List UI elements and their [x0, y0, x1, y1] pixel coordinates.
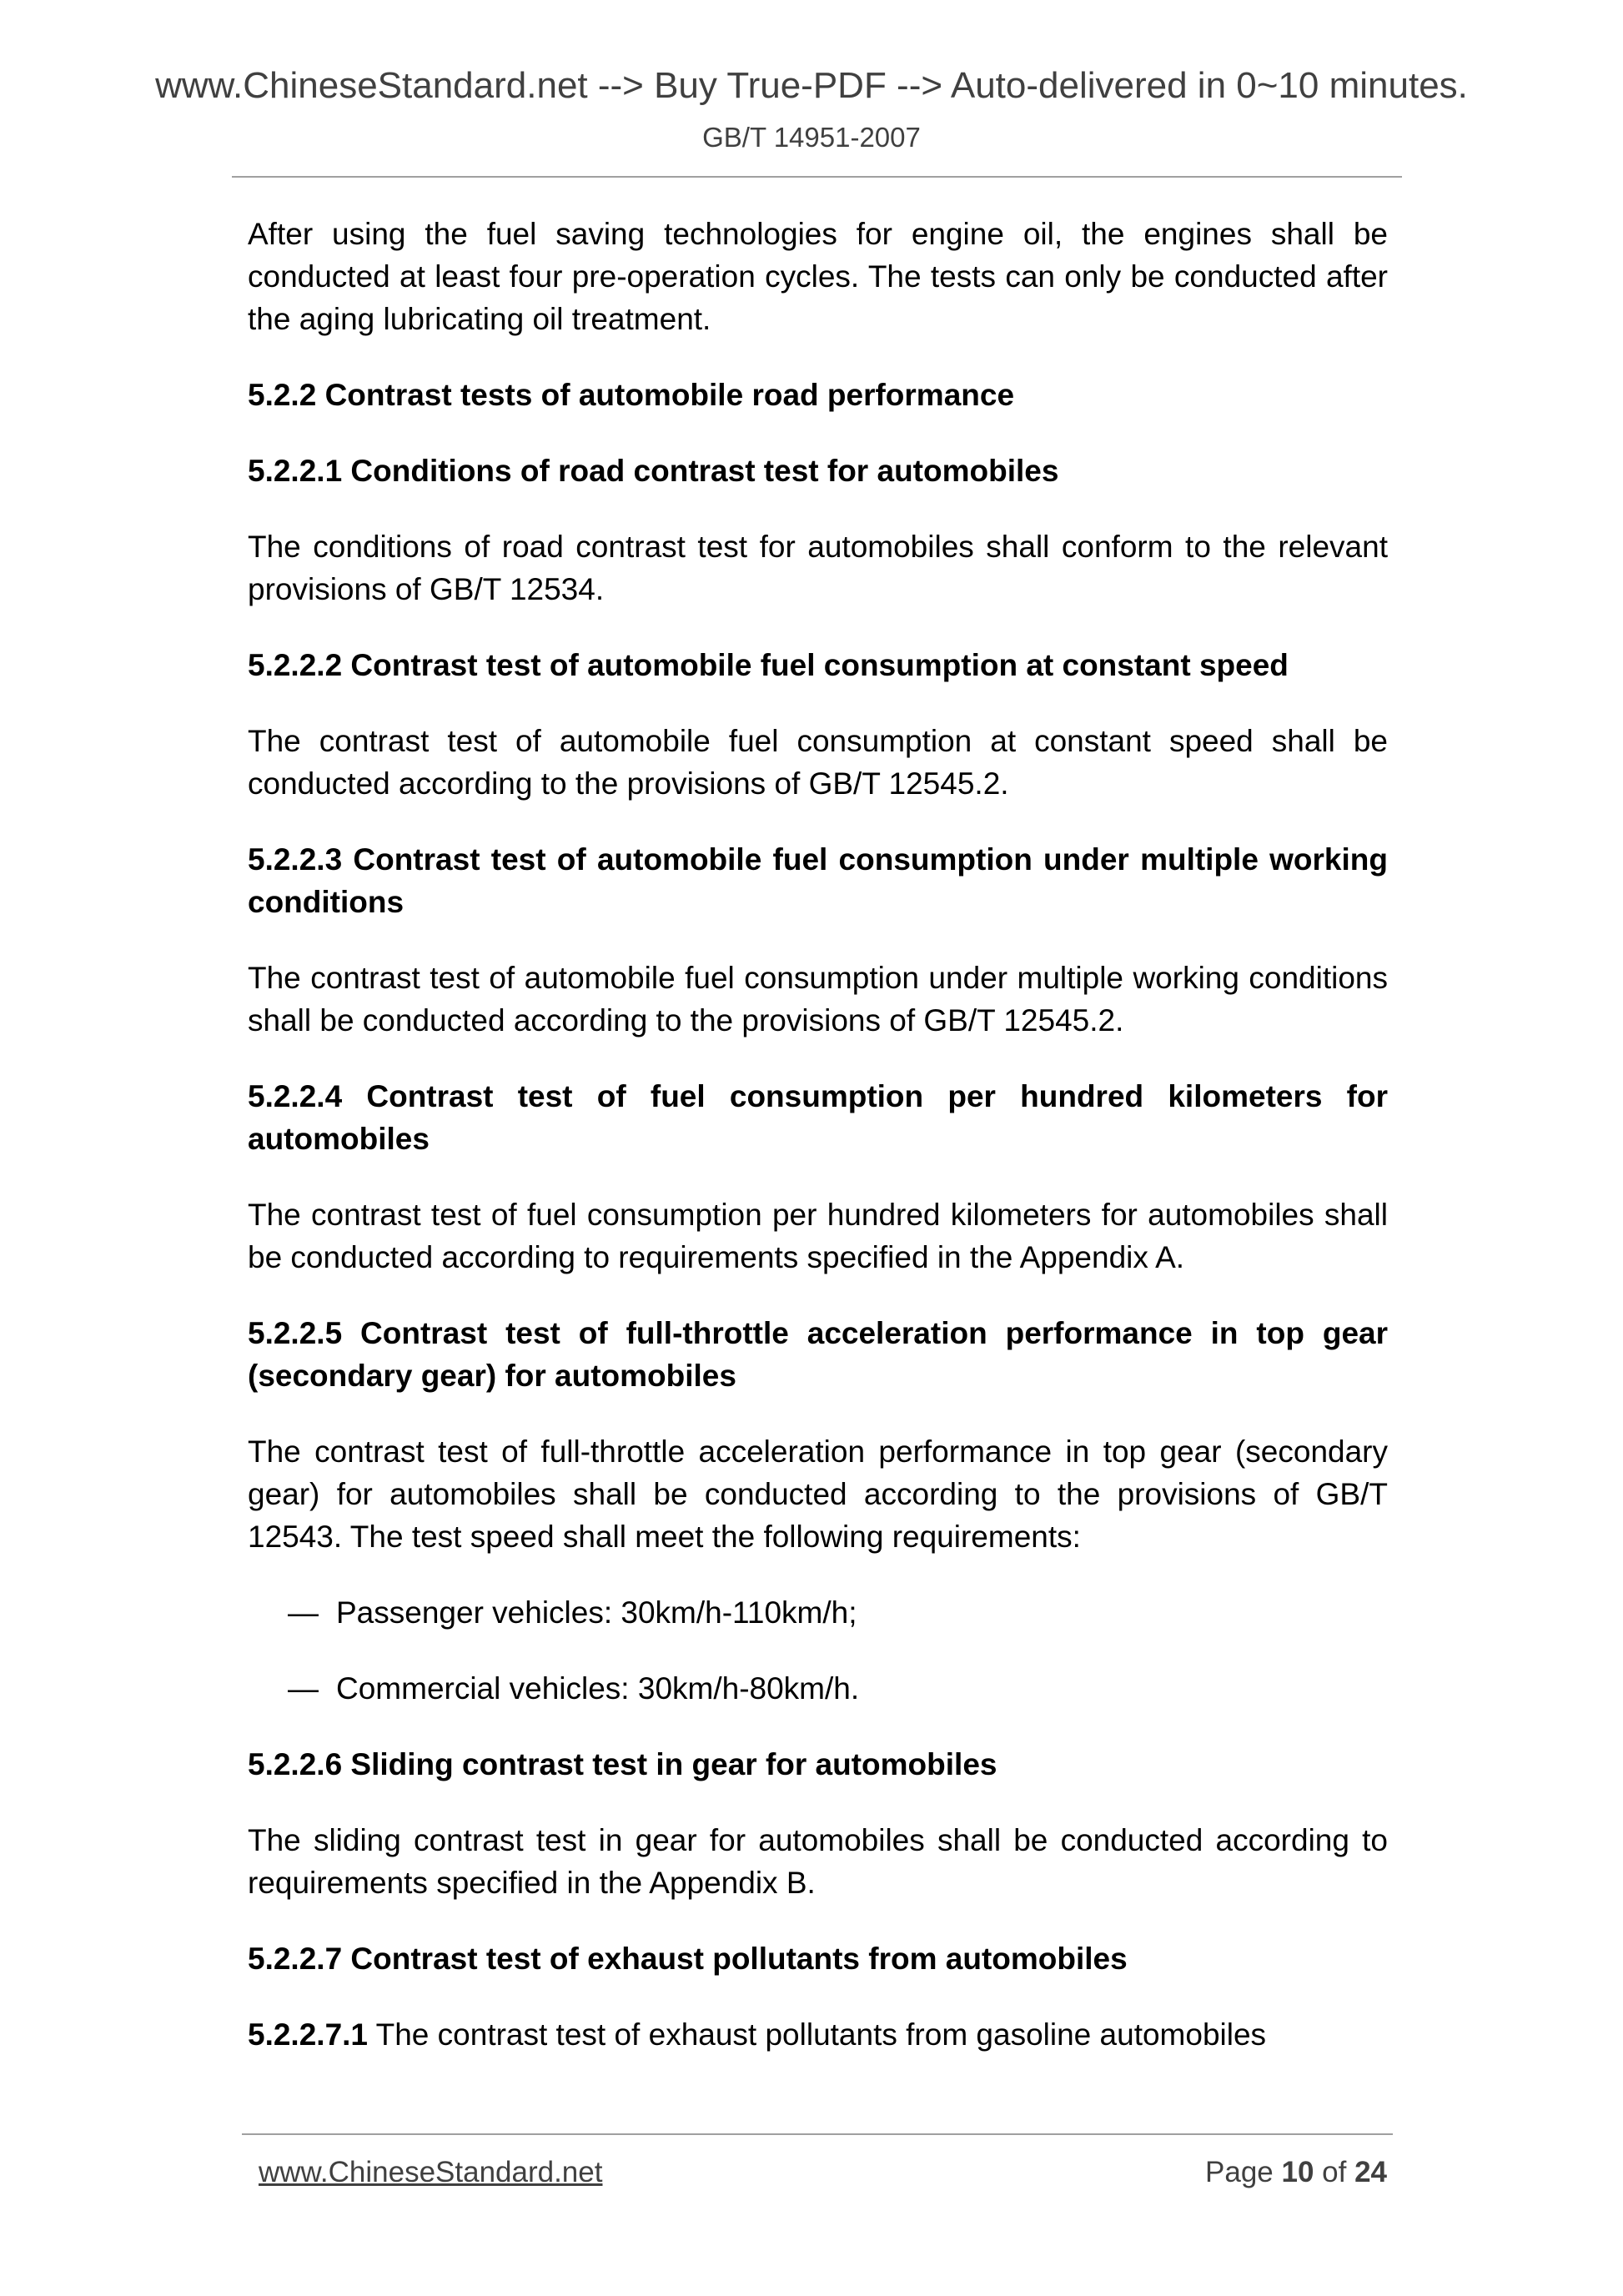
paragraph: The contrast test of automobile fuel consumption at constant speed shall be conducted according to the provisions of GB/T 12545.2. — [248, 724, 1388, 801]
section-heading: 5.2.2.5 Contrast test of full-throttle acceleration performance in top gear (secondary gear) for automobiles — [248, 1316, 1388, 1393]
paragraph: After using the fuel saving technologies for engine oil, the engines shall be conducted at least four pre-operation cycles. The tests can only be conducted after the aging lubricating oil treatment. — [248, 217, 1388, 336]
page-label: Page — [1205, 2156, 1282, 2188]
paragraph: The contrast test of full-throttle acceleration performance in top gear (secondary gear) for automobiles shall be conducted according to the provisions of GB/T 12543. The test speed shall meet the following requirements: — [248, 1434, 1388, 1554]
section-heading: 5.2.2.6 Sliding contrast test in gear for automobiles — [248, 1747, 997, 1781]
standard-number: GB/T 14951-2007 — [702, 122, 921, 153]
section-heading: 5.2.2.1 Conditions of road contrast test for automobiles — [248, 454, 1059, 488]
current-page: 10 — [1281, 2156, 1314, 2188]
footer-website-link[interactable]: www.ChineseStandard.net — [259, 2156, 603, 2188]
paragraph: The sliding contrast test in gear for automobiles shall be conducted according to requirements specified in the Appendix B. — [248, 1823, 1388, 1900]
document-body — [248, 213, 1388, 2089]
header-divider — [232, 176, 1402, 178]
paragraph — [248, 2013, 1388, 2056]
paragraph: The conditions of road contrast test for automobiles shall conform to the relevant provisions of GB/T 12534. — [248, 530, 1388, 606]
list-item — [248, 1591, 1388, 1634]
list-item-text: Commercial vehicles: 30km/h-80km/h. — [336, 1671, 860, 1706]
paragraph: The contrast test of fuel consumption per hundred kilometers for automobiles shall be conducted according to requirements specified in the Appendix A. — [248, 1198, 1388, 1274]
section-heading: 5.2.2.2 Contrast test of automobile fuel consumption at constant speed — [248, 648, 1289, 682]
section-heading: 5.2.2 Contrast tests of automobile road performance — [248, 378, 1015, 412]
paragraph: The contrast test of automobile fuel consumption under multiple working conditions shall be conducted according to the provisions of GB/T 12545.2. — [248, 961, 1388, 1037]
section-heading: 5.2.2.3 Contrast test of automobile fuel consumption under multiple working conditions — [248, 842, 1388, 919]
page-indicator — [1205, 2156, 1387, 2189]
dash-bullet: — — [288, 1671, 319, 1706]
total-pages: 24 — [1354, 2156, 1387, 2188]
section-heading: 5.2.2.4 Contrast test of fuel consumption per hundred kilometers for automobiles — [248, 1079, 1388, 1156]
list-item-text: Passenger vehicles: 30km/h-110km/h; — [336, 1595, 857, 1630]
paragraph-text: The contrast test of exhaust pollutants from gasoline automobiles — [368, 2017, 1267, 2052]
list-item — [248, 1667, 1388, 1710]
section-heading: 5.2.2.7 Contrast test of exhaust pollutants from automobiles — [248, 1942, 1128, 1976]
of-label: of — [1314, 2156, 1355, 2188]
header-banner: www.ChineseStandard.net --> Buy True-PDF --> Auto-delivered in 0~10 minutes. — [155, 65, 1468, 106]
clause-number: 5.2.2.7.1 — [248, 2017, 369, 2052]
dash-bullet: — — [288, 1595, 319, 1630]
footer-divider — [242, 2133, 1393, 2135]
